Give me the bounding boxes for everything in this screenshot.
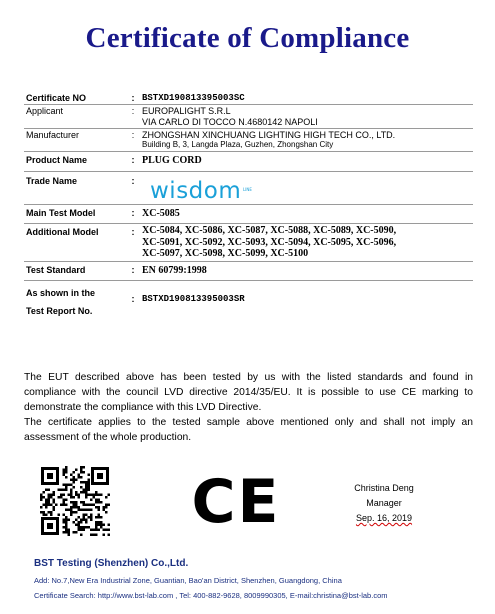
compliance-statement: The EUT described above has been tested by us with the listed standards and found in compliance with the council LVD directive 2014/35/EU. It is possible to use CE marking to demonstrate the compliance with this LVD Directive. [24, 372, 473, 413]
row-certificate-no [24, 92, 473, 105]
row-test-report [24, 281, 473, 322]
additional-model-line: XC-5091, XC-5092, XC-5093, XC-5094, XC-5095, XC-5096, [142, 236, 397, 248]
test-standard-label: Test Standard [24, 261, 126, 280]
separator: : [126, 151, 140, 171]
separator: : [126, 105, 140, 129]
wisdom-logo [142, 173, 471, 203]
qr-code [40, 466, 110, 536]
signatory-name: Christina Deng [354, 483, 414, 493]
main-test-model-value: XC-5085 [140, 204, 473, 223]
test-report-value: BSTXD190813395003SR [140, 281, 473, 322]
applicant-value [140, 105, 473, 129]
manufacturer-label: Manufacturer [24, 129, 126, 152]
certificate-info-table [24, 92, 473, 321]
ce-mark-text: CE [191, 467, 281, 537]
manufacturer-value [140, 129, 473, 152]
ce-mark [191, 467, 281, 537]
separator: : [126, 281, 140, 322]
separator: : [126, 224, 140, 262]
manufacturer-name: ZHONGSHAN XINCHUANG LIGHTING HIGH TECH CO., LTD. [142, 130, 396, 141]
scope-statement: The certificate applies to the tested sample above mentioned only and shall not imply an assessment of the whole production. [24, 417, 473, 443]
signature-date-text: Sep. 16, 2019 [355, 513, 413, 523]
test-report-label-line: As shown in the [26, 288, 96, 299]
test-standard-value: EN 60799:1998 [140, 261, 473, 280]
separator: : [126, 171, 140, 204]
applicant-name: EUROPALIGHT S.R.L [142, 106, 231, 117]
footer-company: BST Testing (Shenzhen) Co.,Ltd. [34, 558, 189, 569]
manufacturer-address: Building B, 3, Langda Plaza, Guzhen, Zhongshan City [142, 140, 334, 150]
footer-contact: Certificate Search: http://www.bst-lab.com , Tel: 400-882-9628, 8009990305, E-mail:christina@bst-lab.com [34, 591, 388, 600]
row-product-name [24, 151, 473, 171]
main-test-model-label: Main Test Model [24, 204, 126, 223]
certificate-no-label: Certificate NO [26, 93, 87, 103]
separator: : [126, 129, 140, 152]
signature-date [344, 511, 424, 526]
trade-name-value [140, 171, 473, 204]
row-manufacturer [24, 129, 473, 152]
logo-superscript: LINE [243, 186, 252, 192]
product-name-value: PLUG CORD [140, 151, 473, 171]
row-applicant [24, 105, 473, 129]
separator: : [126, 204, 140, 223]
footer-address: Add: No.7,New Era Industrial Zone, Guantian, Bao'an District, Shenzhen, Guangdong, China [34, 576, 342, 585]
additional-model-line: XC-5097, XC-5098, XC-5099, XC-5100 [142, 248, 309, 260]
row-test-standard [24, 261, 473, 280]
test-report-label-line: Test Report No. [26, 306, 93, 317]
row-trade-name [24, 171, 473, 204]
wisdom-logo-graphic [142, 176, 262, 204]
certificate-no-value: BSTXD190813395003SC [142, 93, 245, 103]
row-additional-model [24, 224, 473, 262]
applicant-label: Applicant [24, 105, 126, 129]
certificate-title: Certificate of Compliance [85, 22, 410, 54]
trade-name-label: Trade Name [24, 171, 126, 204]
signatory-role: Manager [366, 498, 402, 508]
separator: : [131, 93, 135, 103]
product-name-label: Product Name [24, 151, 126, 171]
logo-text: wisdom [150, 177, 242, 204]
test-report-label [24, 281, 126, 322]
applicant-address: VIA CARLO DI TOCCO N.4680142 NAPOLI [142, 116, 318, 127]
row-main-test-model [24, 204, 473, 223]
signature-block [344, 481, 424, 526]
additional-model-value [140, 224, 473, 262]
separator: : [126, 261, 140, 280]
additional-model-label: Additional Model [24, 224, 126, 262]
additional-model-line: XC-5084, XC-5086, XC-5087, XC-5088, XC-5089, XC-5090, [142, 225, 397, 237]
